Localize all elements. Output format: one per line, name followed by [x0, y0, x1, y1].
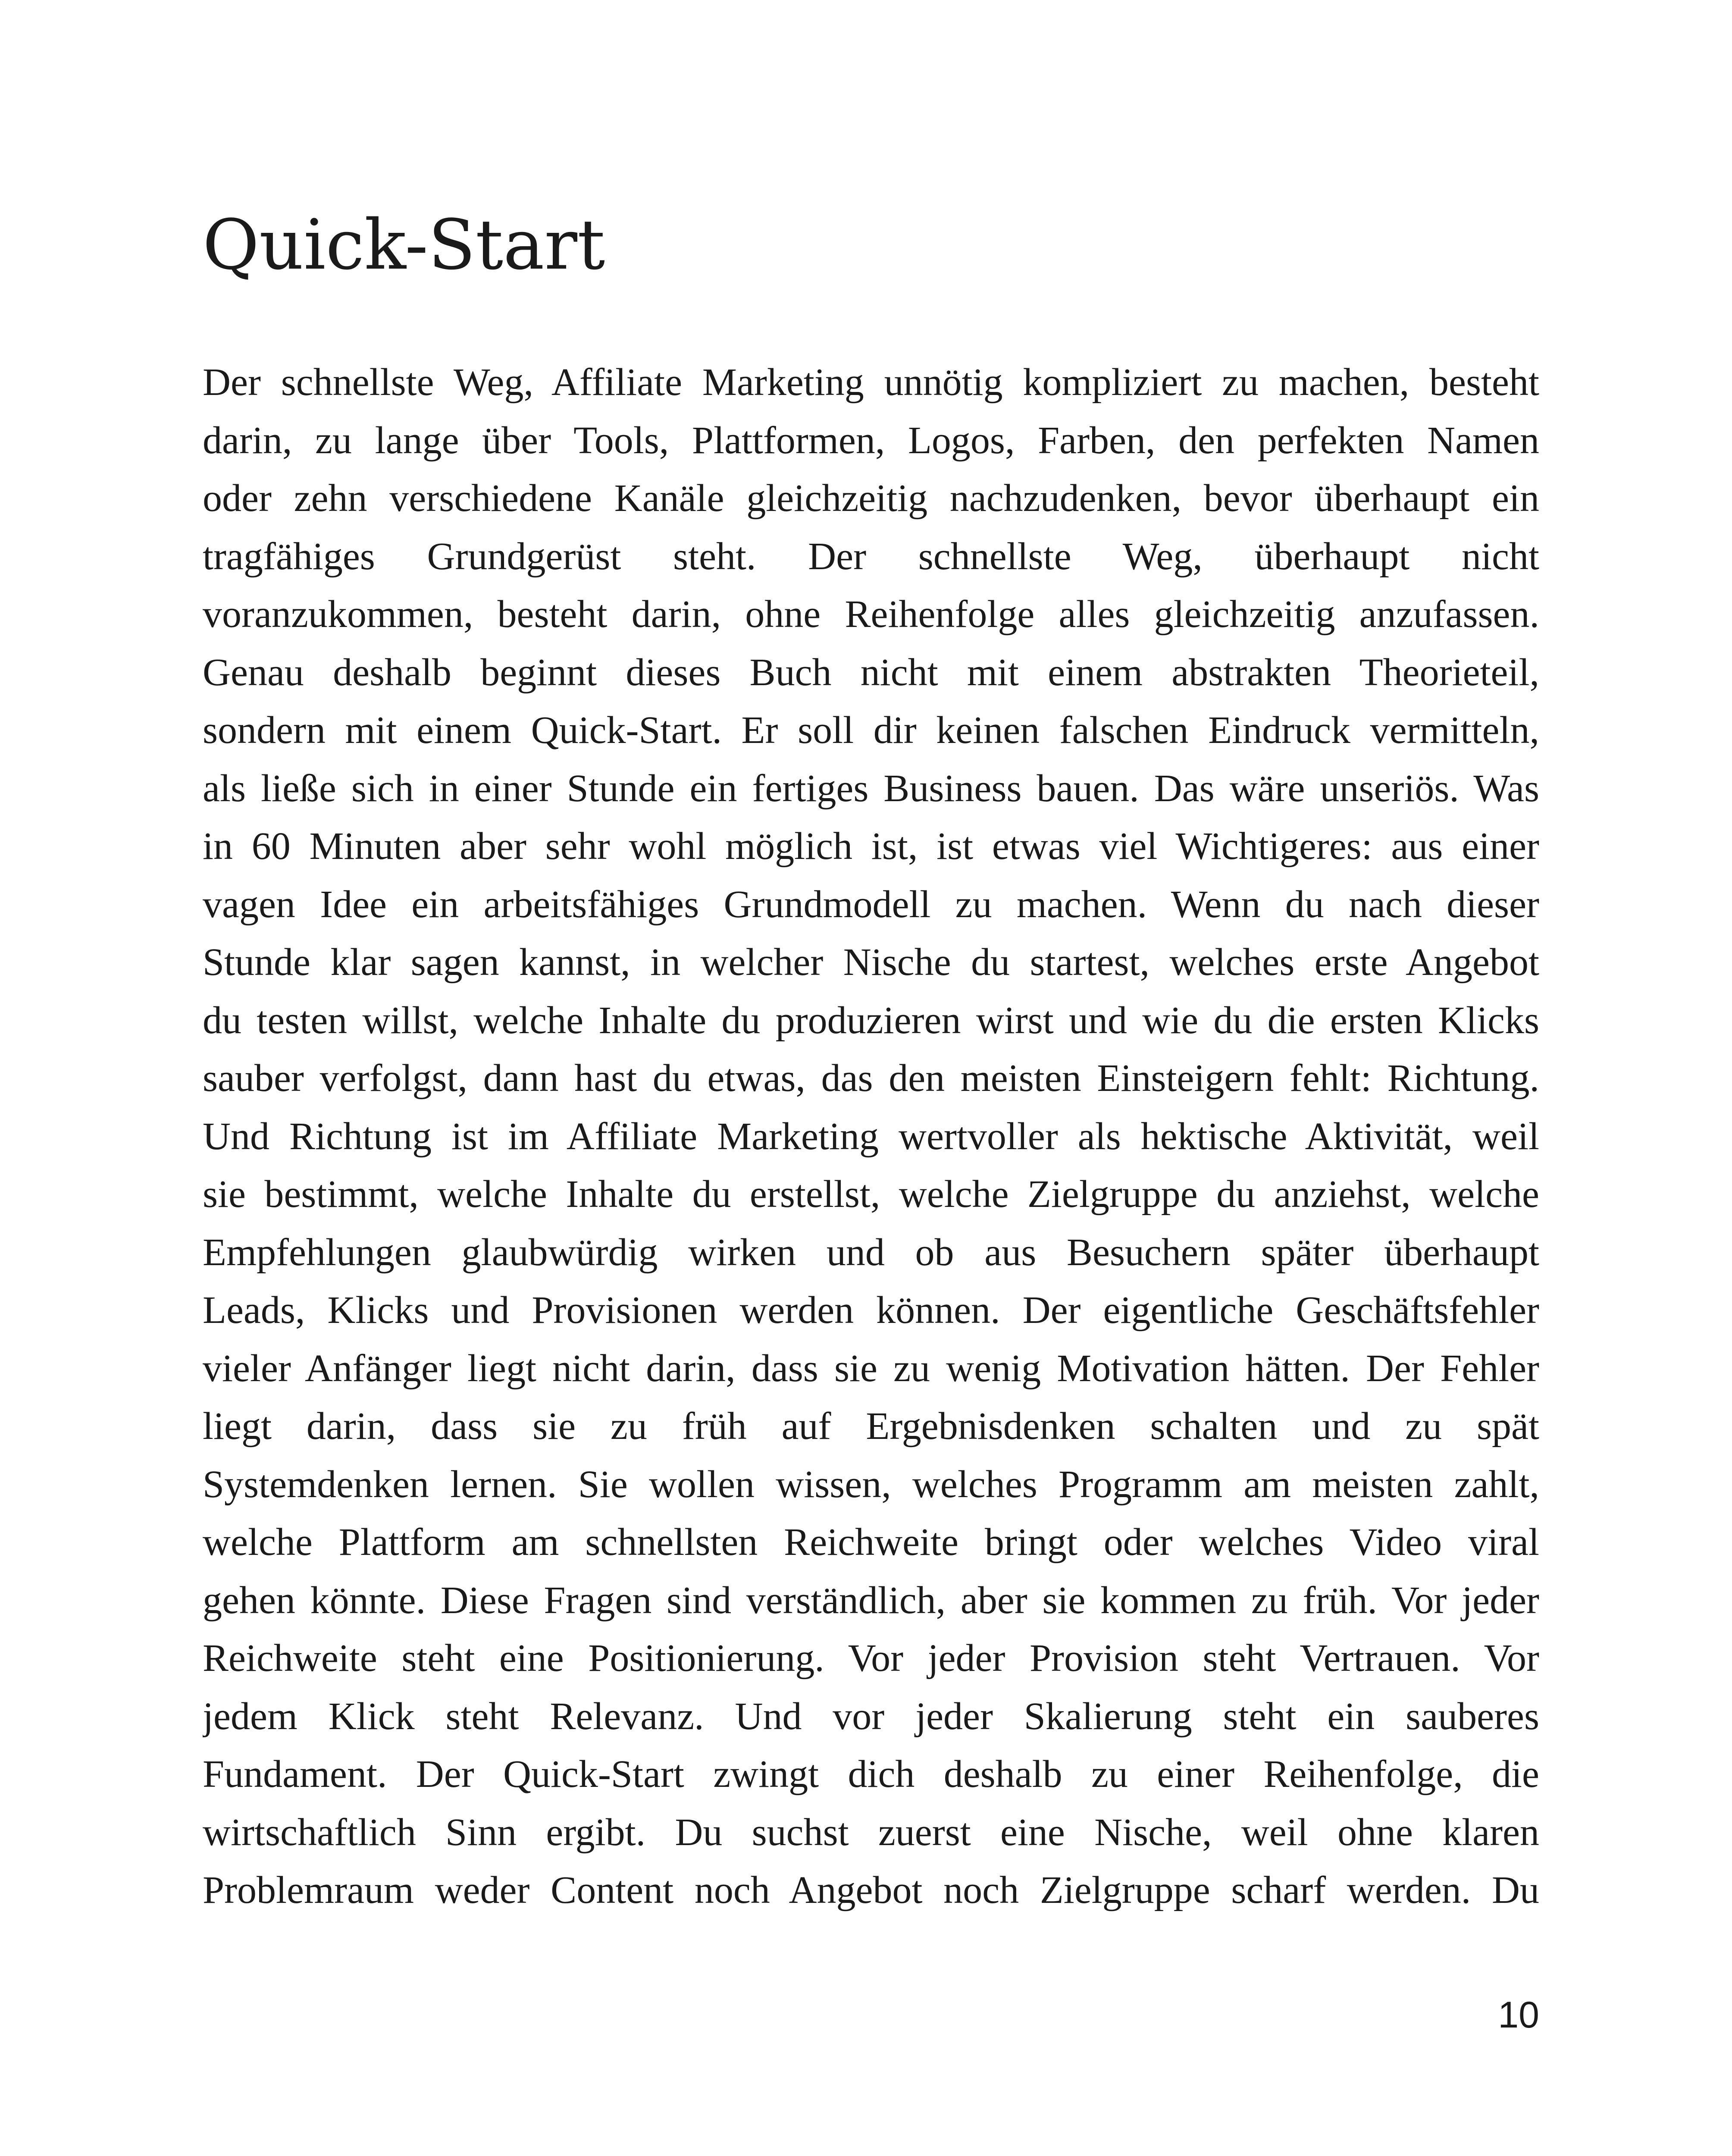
body-line: du testen willst, welche Inhalte du produzieren wirst und wie du die ersten Klicks	[203, 999, 1539, 1042]
body-line: voranzukommen, besteht darin, ohne Reihenfolge alles gleichzeitig anzufassen.	[203, 593, 1539, 636]
body-line: gehen könnte. Diese Fragen sind verständlich, aber sie kommen zu früh. Vor jeder	[203, 1579, 1539, 1622]
body-line: Systemdenken lernen. Sie wollen wissen, welches Programm am meisten zahlt,	[203, 1463, 1539, 1506]
body-line: Empfehlungen glaubwürdig wirken und ob aus Besuchern später überhaupt	[203, 1231, 1539, 1274]
body-line: als ließe sich in einer Stunde ein fertiges Business bauen. Das wäre unseriös. Was	[203, 767, 1539, 810]
body-line: Leads, Klicks und Provisionen werden können. Der eigentliche Geschäftsfehler	[203, 1289, 1539, 1332]
body-line: Stunde klar sagen kannst, in welcher Nische du startest, welches erste Angebot	[203, 941, 1539, 984]
body-line: sondern mit einem Quick-Start. Er soll dir keinen falschen Eindruck vermitteln,	[203, 709, 1539, 752]
body-line: in 60 Minuten aber sehr wohl möglich ist, ist etwas viel Wichtigeres: aus einer	[203, 825, 1539, 868]
body-line: tragfähiges Grundgerüst steht. Der schnellste Weg, überhaupt nicht	[203, 535, 1539, 578]
body-paragraph	[203, 354, 1539, 1920]
body-line: wirtschaftlich Sinn ergibt. Du suchst zuerst eine Nische, weil ohne klaren	[203, 1811, 1539, 1854]
body-line: vieler Anfänger liegt nicht darin, dass sie zu wenig Motivation hätten. Der Fehler	[203, 1347, 1539, 1390]
chapter-heading: Quick-Start	[203, 204, 605, 285]
body-line: Problemraum weder Content noch Angebot noch Zielgruppe scharf werden. Du	[203, 1869, 1539, 1912]
body-line: Fundament. Der Quick-Start zwingt dich deshalb zu einer Reihenfolge, die	[203, 1753, 1539, 1796]
body-line: jedem Klick steht Relevanz. Und vor jeder Skalierung steht ein sauberes	[203, 1695, 1539, 1738]
page-number: 10	[1498, 1994, 1539, 2036]
body-line: oder zehn verschiedene Kanäle gleichzeitig nachzudenken, bevor überhaupt ein	[203, 477, 1539, 520]
body-line: welche Plattform am schnellsten Reichweite bringt oder welches Video viral	[203, 1521, 1539, 1564]
body-line: sie bestimmt, welche Inhalte du erstellst, welche Zielgruppe du anziehst, welche	[203, 1173, 1539, 1216]
body-line: Reichweite steht eine Positionierung. Vor jeder Provision steht Vertrauen. Vor	[203, 1637, 1539, 1680]
body-line: Und Richtung ist im Affiliate Marketing wertvoller als hektische Aktivität, weil	[203, 1115, 1539, 1158]
body-line: Der schnellste Weg, Affiliate Marketing unnötig kompliziert zu machen, besteht	[203, 361, 1539, 404]
body-line: liegt darin, dass sie zu früh auf Ergebnisdenken schalten und zu spät	[203, 1405, 1539, 1448]
body-line: darin, zu lange über Tools, Plattformen, Logos, Farben, den perfekten Namen	[203, 419, 1539, 462]
body-line: vagen Idee ein arbeitsfähiges Grundmodell zu machen. Wenn du nach dieser	[203, 883, 1539, 926]
body-line: sauber verfolgst, dann hast du etwas, das den meisten Einsteigern fehlt: Richtung.	[203, 1057, 1539, 1100]
body-line: Genau deshalb beginnt dieses Buch nicht mit einem abstrakten Theorieteil,	[203, 651, 1539, 694]
